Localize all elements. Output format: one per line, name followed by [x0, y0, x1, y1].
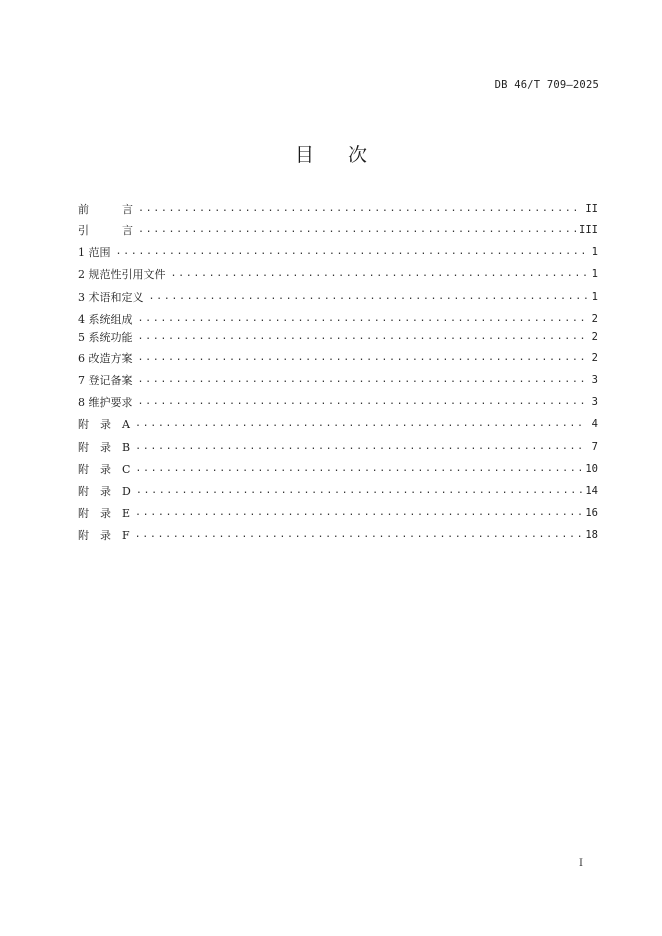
- toc-leader-dots: [138, 311, 588, 327]
- toc-entry-page: 2: [591, 313, 598, 325]
- toc-leader-dots: [135, 439, 587, 455]
- toc-entry[interactable]: [78, 372, 598, 388]
- toc-entry[interactable]: [78, 505, 598, 521]
- toc-entry-label: 附 录 B: [78, 441, 131, 454]
- toc-entry[interactable]: [78, 222, 598, 238]
- toc-title-char-2: 次: [348, 144, 368, 166]
- toc-entry[interactable]: [78, 527, 598, 543]
- toc-entry-label: 1 范围: [78, 246, 111, 259]
- toc-entry[interactable]: [78, 289, 598, 305]
- toc-entry-page: 7: [591, 441, 598, 453]
- document-code: DB 46/T 709—2025: [494, 79, 599, 91]
- toc-entry-label: 附 录 C: [78, 463, 131, 476]
- toc-entry[interactable]: [78, 461, 598, 477]
- toc-entry-page: 3: [591, 374, 598, 386]
- toc-entry-page: 2: [591, 352, 598, 364]
- toc-entry-label: 附 录 E: [78, 507, 131, 520]
- toc-entry-label: 前 言: [78, 203, 133, 216]
- toc-entry[interactable]: [78, 329, 598, 345]
- toc-entry-page: 1: [591, 268, 598, 280]
- toc-leader-dots: [138, 222, 576, 238]
- toc-entry-label: 引 言: [78, 224, 133, 237]
- toc-leader-dots: [135, 527, 583, 543]
- toc-entry[interactable]: [78, 416, 598, 432]
- toc-entry[interactable]: [78, 394, 598, 410]
- toc-leader-dots: [116, 244, 588, 260]
- toc-entry-page: 3: [591, 396, 598, 408]
- toc-entry-page: 4: [591, 418, 598, 430]
- toc-leader-dots: [149, 289, 588, 305]
- toc-entry-label: 8 维护要求: [78, 396, 133, 409]
- toc-entry-page: 1: [591, 291, 598, 303]
- toc-entry[interactable]: [78, 201, 598, 217]
- toc-entry-label: 附 录 A: [78, 418, 130, 431]
- toc-entry-label: 6 改造方案: [78, 352, 133, 365]
- toc-entry-label: 附 录 D: [78, 485, 131, 498]
- toc-leader-dots: [136, 483, 583, 499]
- toc-entry-page: 1: [591, 246, 598, 258]
- toc-entry[interactable]: [78, 266, 598, 282]
- toc-entry-page: II: [585, 203, 598, 215]
- toc-entry-label: 7 登记备案: [78, 374, 133, 387]
- toc-leader-dots: [138, 372, 588, 388]
- toc-entry-page: 16: [585, 507, 598, 519]
- toc-leader-dots: [135, 505, 582, 521]
- toc-leader-dots: [138, 350, 588, 366]
- toc-title-char-1: 目: [295, 144, 315, 166]
- toc-leader-dots: [138, 201, 582, 217]
- toc-entry-page: 14: [585, 485, 598, 497]
- toc-title: [0, 140, 662, 167]
- toc-leader-dots: [135, 416, 587, 432]
- toc-entry-label: 4 系统组成: [78, 313, 133, 326]
- toc-entry-page: 10: [585, 463, 598, 475]
- toc-entry[interactable]: [78, 244, 598, 260]
- page-number: I: [579, 858, 583, 869]
- toc-entry-label: 3 术语和定义: [78, 291, 144, 304]
- toc-leader-dots: [135, 461, 582, 477]
- toc-leader-dots: [138, 329, 588, 345]
- toc-entry-page: 18: [585, 529, 598, 541]
- toc-leader-dots: [171, 266, 588, 282]
- toc-entry-page: 2: [591, 331, 598, 343]
- toc-entry[interactable]: [78, 439, 598, 455]
- toc-entry[interactable]: [78, 350, 598, 366]
- toc-entry[interactable]: [78, 483, 598, 499]
- toc-entry-label: 附 录 F: [78, 529, 130, 542]
- toc-entry-label: 2 规范性引用文件: [78, 268, 166, 281]
- toc-leader-dots: [138, 394, 588, 410]
- toc-entry[interactable]: [78, 311, 598, 327]
- toc-entry-page: III: [579, 224, 598, 236]
- toc-entry-label: 5 系统功能: [78, 331, 133, 344]
